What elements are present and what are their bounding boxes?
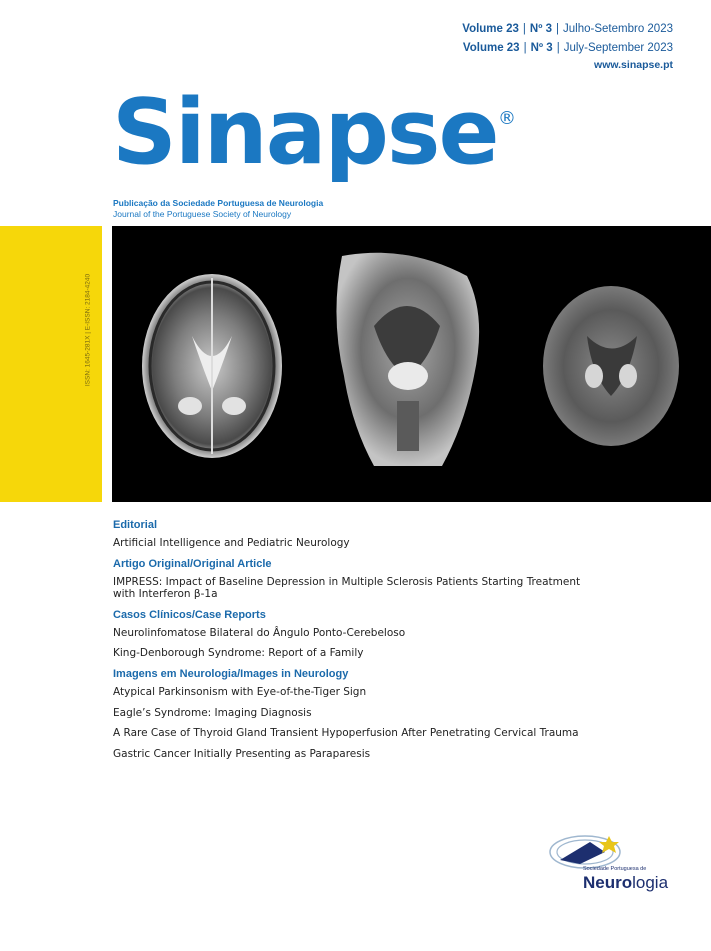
mri-scans	[112, 226, 711, 502]
toc-item[interactable]: Artificial Intelligence and Pediatric Neurology	[113, 537, 350, 549]
coronal-t2-scan	[336, 253, 479, 466]
toc-item[interactable]: IMPRESS: Impact of Baseline Depression in Multiple Sclerosis Patients Starting Treatment with Interferon β-1a	[113, 575, 581, 601]
issue-line-en: Volume 23 | Nº 3 | July-September 2023	[462, 42, 673, 54]
section-heading: Imagens em Neurologia/Images in Neurology	[113, 667, 349, 680]
volume-label: Volume 23	[462, 23, 519, 35]
section-heading: Artigo Original/Original Article	[113, 557, 272, 570]
society-wordmark	[583, 873, 668, 893]
section-heading: Editorial	[113, 519, 158, 531]
toc-item[interactable]: Gastric Cancer Initially Presenting as Paraparesis	[113, 747, 371, 760]
period-label: July-September 2023	[563, 42, 673, 54]
volume-label: Volume 23	[462, 42, 520, 54]
period-label: Julho-Setembro 2023	[563, 23, 673, 35]
sinapse-logo: Sinapse	[112, 80, 498, 185]
section-heading: Casos Clínicos/Case Reports	[113, 608, 266, 621]
toc-item[interactable]: King-Denborough Syndrome: Report of a Family	[113, 647, 364, 660]
subtitle-pt: Publicação da Sociedade Portuguesa de Neurologia	[113, 198, 324, 208]
website-link[interactable]: www.sinapse.pt	[594, 59, 673, 71]
toc-item[interactable]: A Rare Case of Thyroid Gland Transient Hypoperfusion After Penetrating Cervical Trauma	[113, 727, 579, 740]
axial-swi-scan	[543, 286, 679, 446]
society-small-text: Sociedade Portuguesa de	[583, 866, 647, 872]
number-label: Nº 3	[529, 23, 553, 35]
registered-mark: ®	[498, 108, 516, 129]
number-label: Nº 3	[530, 42, 553, 54]
issn-label: ISSN: 1645-281X | E-ISSN: 2184-4240	[84, 273, 92, 387]
society-logo	[545, 830, 675, 895]
toc-item[interactable]: Eagle’s Syndrome: Imaging Diagnosis	[113, 706, 312, 719]
issue-line-pt: Volume 23 | Nº 3 | Julho-Setembro 2023	[462, 23, 673, 35]
axial-t2-scan	[142, 274, 282, 458]
table-of-contents	[113, 519, 633, 768]
toc-item[interactable]: Atypical Parkinsonism with Eye-of-the-Tiger Sign	[113, 685, 367, 698]
neuro-part: Neuro	[583, 873, 633, 892]
mri-cover-image	[112, 226, 711, 502]
toc-item[interactable]: Neurolinfomatose Bilateral do Ângulo Ponto-Cerebeloso	[113, 626, 406, 639]
subtitle-en: Journal of the Portuguese Society of Neurology	[113, 209, 292, 219]
logia-part: logia	[632, 873, 669, 892]
